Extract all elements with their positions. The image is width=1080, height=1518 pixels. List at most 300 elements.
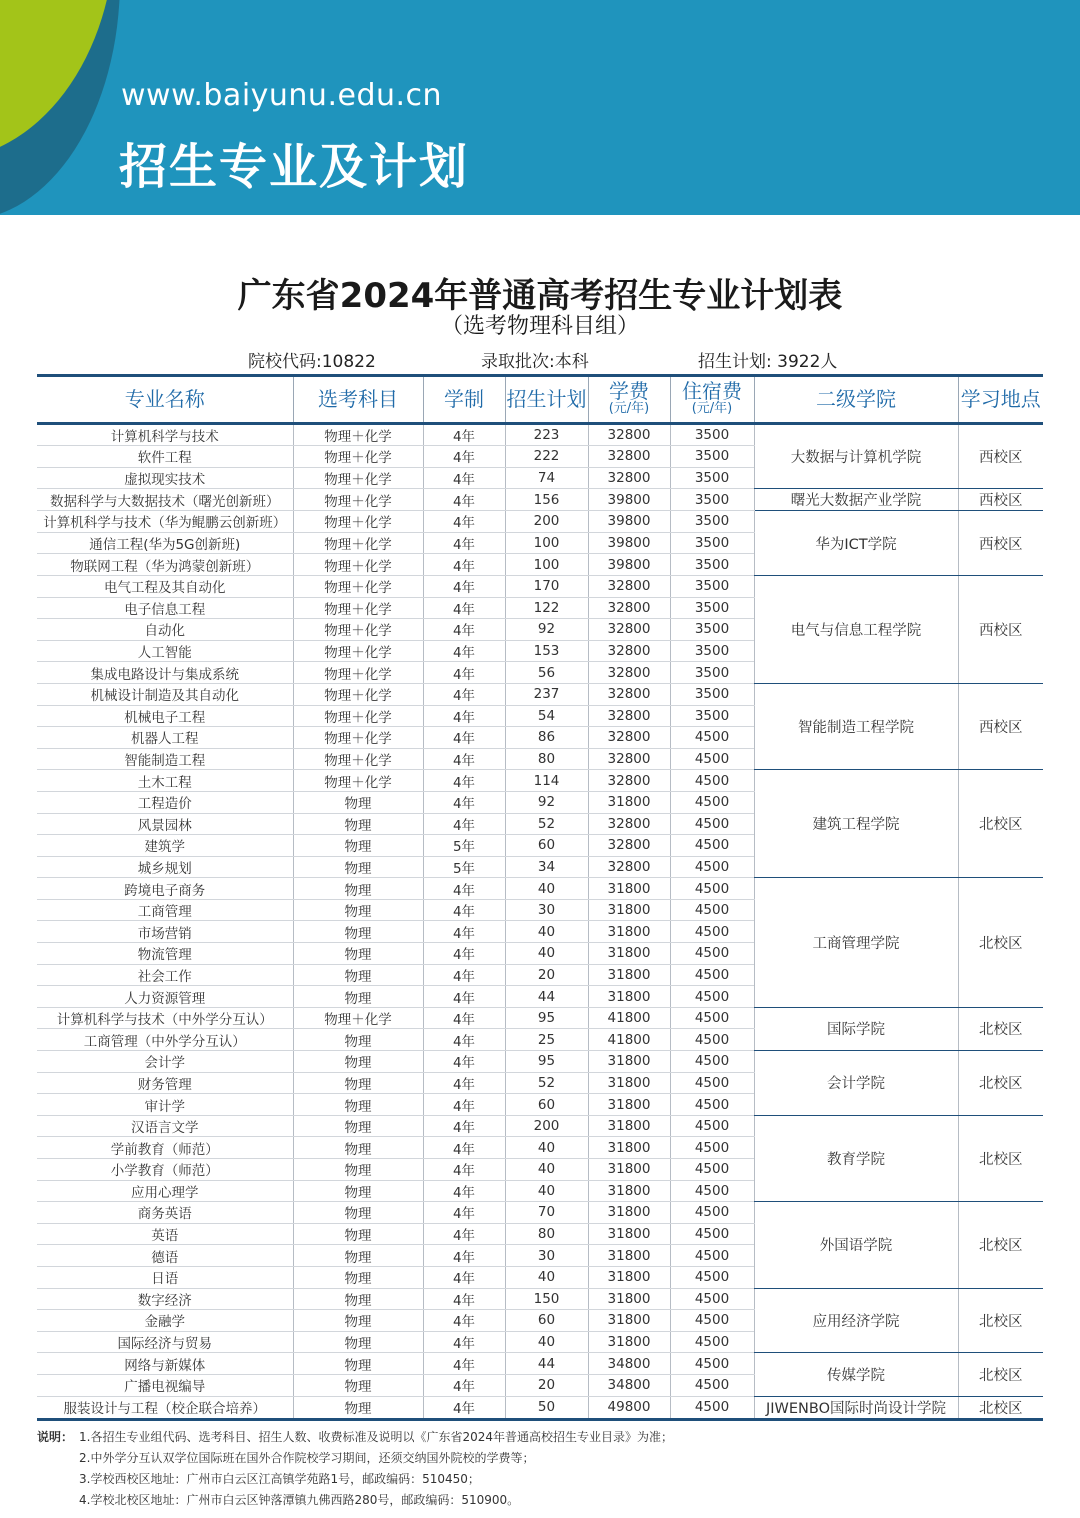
cell-major: 计算机科学与技术 <box>37 424 293 446</box>
cell-years: 4年 <box>423 1266 505 1288</box>
cell-tuition: 41800 <box>588 1007 670 1029</box>
cell-subjects: 物理 <box>293 1353 423 1375</box>
cell-years: 4年 <box>423 446 505 468</box>
col-header-plan: 招生计划 <box>505 376 588 424</box>
cell-major: 应用心理学 <box>37 1180 293 1202</box>
col-header-college: 二级学院 <box>754 376 958 424</box>
table-row <box>37 770 1043 792</box>
cell-subjects: 物理＋化学 <box>293 575 423 597</box>
cell-major: 物流管理 <box>37 943 293 965</box>
cell-plan: 222 <box>505 446 588 468</box>
cell-plan: 20 <box>505 964 588 986</box>
cell-dorm: 4500 <box>670 1051 754 1073</box>
cell-tuition: 32800 <box>588 597 670 619</box>
cell-tuition: 31800 <box>588 1159 670 1181</box>
cell-subjects: 物理 <box>293 1029 423 1051</box>
cell-tuition: 31800 <box>588 1137 670 1159</box>
cell-campus: 西校区 <box>958 575 1043 683</box>
cell-subjects: 物理 <box>293 1396 423 1419</box>
cell-dorm: 3500 <box>670 575 754 597</box>
cell-subjects: 物理 <box>293 791 423 813</box>
cell-dorm: 4500 <box>670 1202 754 1224</box>
table-row <box>37 489 1043 511</box>
cell-dorm: 4500 <box>670 878 754 900</box>
cell-plan: 52 <box>505 813 588 835</box>
cell-subjects: 物理＋化学 <box>293 467 423 489</box>
cell-years: 4年 <box>423 1007 505 1029</box>
enrollment-plan-table <box>37 374 1043 1421</box>
cell-campus: 西校区 <box>958 683 1043 769</box>
cell-plan: 40 <box>505 1159 588 1181</box>
cell-dorm: 4500 <box>670 1353 754 1375</box>
cell-plan: 40 <box>505 1331 588 1353</box>
cell-major: 汉语言文学 <box>37 1115 293 1137</box>
cell-plan: 223 <box>505 424 588 446</box>
cell-campus: 西校区 <box>958 511 1043 576</box>
cell-subjects: 物理＋化学 <box>293 662 423 684</box>
cell-years: 4年 <box>423 921 505 943</box>
cell-dorm: 4500 <box>670 748 754 770</box>
cell-years: 4年 <box>423 1180 505 1202</box>
cell-major: 智能制造工程 <box>37 748 293 770</box>
table-header-row <box>37 376 1043 424</box>
cell-years: 4年 <box>423 770 505 792</box>
col-header-major: 专业名称 <box>37 376 293 424</box>
cell-subjects: 物理 <box>293 1180 423 1202</box>
cell-plan: 80 <box>505 748 588 770</box>
table-row <box>37 1115 1043 1137</box>
cell-subjects: 物理＋化学 <box>293 748 423 770</box>
cell-dorm: 3500 <box>670 511 754 533</box>
cell-dorm: 3500 <box>670 597 754 619</box>
cell-plan: 40 <box>505 878 588 900</box>
cell-subjects: 物理＋化学 <box>293 597 423 619</box>
cell-dorm: 4500 <box>670 943 754 965</box>
cell-subjects: 物理＋化学 <box>293 532 423 554</box>
cell-plan: 40 <box>505 1266 588 1288</box>
cell-tuition: 32800 <box>588 770 670 792</box>
cell-major: 城乡规划 <box>37 856 293 878</box>
cell-years: 4年 <box>423 1202 505 1224</box>
cell-tuition: 34800 <box>588 1353 670 1375</box>
cell-major: 人力资源管理 <box>37 986 293 1008</box>
cell-plan: 50 <box>505 1396 588 1419</box>
cell-dorm: 4500 <box>670 1245 754 1267</box>
cell-years: 4年 <box>423 489 505 511</box>
cell-major: 学前教育（师范） <box>37 1137 293 1159</box>
cell-tuition: 31800 <box>588 791 670 813</box>
cell-tuition: 32800 <box>588 705 670 727</box>
cell-subjects: 物理 <box>293 1374 423 1396</box>
cell-subjects: 物理 <box>293 943 423 965</box>
cell-years: 4年 <box>423 1245 505 1267</box>
cell-tuition: 31800 <box>588 1202 670 1224</box>
cell-tuition: 31800 <box>588 986 670 1008</box>
cell-college: 建筑工程学院 <box>754 770 958 878</box>
note-line: 4.学校北校区地址：广州市白云区钟落潭镇九佛西路280号，邮政编码：510900。 <box>79 1493 520 1507</box>
cell-major: 小学教育（师范） <box>37 1159 293 1181</box>
cell-tuition: 31800 <box>588 1266 670 1288</box>
cell-campus: 北校区 <box>958 1396 1043 1419</box>
cell-tuition: 39800 <box>588 489 670 511</box>
cell-college: JIWENBO国际时尚设计学院 <box>754 1396 958 1419</box>
cell-major: 审计学 <box>37 1094 293 1116</box>
cell-tuition: 31800 <box>588 1115 670 1137</box>
cell-tuition: 32800 <box>588 835 670 857</box>
col-header-dorm: 住宿费 (元/年) <box>670 376 754 424</box>
cell-college: 会计学院 <box>754 1051 958 1116</box>
cell-tuition: 39800 <box>588 532 670 554</box>
table-row <box>37 1396 1043 1419</box>
cell-subjects: 物理 <box>293 899 423 921</box>
document-subtitle: （选考物理科目组） <box>440 314 639 339</box>
cell-subjects: 物理 <box>293 1310 423 1332</box>
cell-years: 4年 <box>423 748 505 770</box>
cell-major: 电气工程及其自动化 <box>37 575 293 597</box>
cell-major: 电子信息工程 <box>37 597 293 619</box>
cell-campus: 北校区 <box>958 1288 1043 1353</box>
col-header-campus: 学习地点 <box>958 376 1043 424</box>
cell-tuition: 39800 <box>588 554 670 576</box>
cell-years: 4年 <box>423 1223 505 1245</box>
cell-dorm: 4500 <box>670 964 754 986</box>
cell-dorm: 3500 <box>670 662 754 684</box>
cell-plan: 92 <box>505 791 588 813</box>
cell-subjects: 物理 <box>293 1094 423 1116</box>
website-url[interactable]: www.baiyunu.edu.cn <box>121 78 443 113</box>
cell-subjects: 物理 <box>293 964 423 986</box>
cell-campus: 西校区 <box>958 489 1043 511</box>
cell-years: 4年 <box>423 683 505 705</box>
cell-tuition: 32800 <box>588 683 670 705</box>
cell-subjects: 物理＋化学 <box>293 424 423 446</box>
cell-dorm: 4500 <box>670 1159 754 1181</box>
cell-subjects: 物理＋化学 <box>293 705 423 727</box>
cell-college: 外国语学院 <box>754 1202 958 1288</box>
cell-years: 4年 <box>423 1115 505 1137</box>
cell-years: 4年 <box>423 597 505 619</box>
cell-years: 5年 <box>423 835 505 857</box>
cell-major: 建筑学 <box>37 835 293 857</box>
cell-college: 电气与信息工程学院 <box>754 575 958 683</box>
cell-major: 国际经济与贸易 <box>37 1331 293 1353</box>
cell-plan: 70 <box>505 1202 588 1224</box>
cell-tuition: 31800 <box>588 1223 670 1245</box>
cell-plan: 156 <box>505 489 588 511</box>
cell-campus: 北校区 <box>958 1353 1043 1396</box>
cell-years: 4年 <box>423 424 505 446</box>
cell-major: 计算机科学与技术（华为鲲鹏云创新班） <box>37 511 293 533</box>
cell-major: 金融学 <box>37 1310 293 1332</box>
cell-tuition: 31800 <box>588 1288 670 1310</box>
cell-plan: 92 <box>505 619 588 641</box>
cell-plan: 200 <box>505 511 588 533</box>
cell-years: 4年 <box>423 532 505 554</box>
notes-section <box>37 1428 673 1512</box>
cell-major: 工商管理 <box>37 899 293 921</box>
cell-plan: 237 <box>505 683 588 705</box>
cell-major: 集成电路设计与集成系统 <box>37 662 293 684</box>
cell-years: 4年 <box>423 1029 505 1051</box>
cell-college: 工商管理学院 <box>754 878 958 1008</box>
cell-campus: 北校区 <box>958 770 1043 878</box>
cell-subjects: 物理 <box>293 1245 423 1267</box>
cell-years: 4年 <box>423 986 505 1008</box>
notes-lead: 说明： <box>37 1430 74 1444</box>
cell-college: 曙光大数据产业学院 <box>754 489 958 511</box>
cell-plan: 56 <box>505 662 588 684</box>
cell-years: 4年 <box>423 1072 505 1094</box>
cell-tuition: 31800 <box>588 921 670 943</box>
col-header-tuition: 学费 (元/年) <box>588 376 670 424</box>
note-line: 3.学校西校区地址：广州市白云区江高镇学苑路1号，邮政编码：510450； <box>79 1472 480 1486</box>
cell-plan: 30 <box>505 899 588 921</box>
cell-dorm: 4500 <box>670 1396 754 1419</box>
cell-years: 4年 <box>423 1374 505 1396</box>
cell-campus: 北校区 <box>958 1007 1043 1050</box>
cell-subjects: 物理＋化学 <box>293 727 423 749</box>
cell-dorm: 3500 <box>670 683 754 705</box>
cell-major: 物联网工程（华为鸿蒙创新班） <box>37 554 293 576</box>
cell-years: 4年 <box>423 662 505 684</box>
cell-plan: 100 <box>505 554 588 576</box>
cell-college: 应用经济学院 <box>754 1288 958 1353</box>
cell-tuition: 31800 <box>588 964 670 986</box>
cell-tuition: 31800 <box>588 1310 670 1332</box>
cell-years: 4年 <box>423 511 505 533</box>
cell-dorm: 4500 <box>670 813 754 835</box>
cell-tuition: 32800 <box>588 467 670 489</box>
cell-dorm: 4500 <box>670 1180 754 1202</box>
cell-dorm: 4500 <box>670 856 754 878</box>
cell-dorm: 4500 <box>670 727 754 749</box>
cell-plan: 54 <box>505 705 588 727</box>
cell-tuition: 49800 <box>588 1396 670 1419</box>
cell-major: 数据科学与大数据技术（曙光创新班） <box>37 489 293 511</box>
cell-dorm: 4500 <box>670 986 754 1008</box>
cell-plan: 40 <box>505 1180 588 1202</box>
cell-plan: 60 <box>505 835 588 857</box>
cell-dorm: 4500 <box>670 835 754 857</box>
cell-dorm: 3500 <box>670 705 754 727</box>
cell-campus: 北校区 <box>958 1115 1043 1201</box>
cell-years: 4年 <box>423 1159 505 1181</box>
cell-subjects: 物理 <box>293 1331 423 1353</box>
cell-tuition: 31800 <box>588 878 670 900</box>
cell-college: 国际学院 <box>754 1007 958 1050</box>
cell-subjects: 物理 <box>293 1202 423 1224</box>
cell-major: 市场营销 <box>37 921 293 943</box>
table-row <box>37 511 1043 533</box>
cell-plan: 34 <box>505 856 588 878</box>
cell-major: 社会工作 <box>37 964 293 986</box>
cell-plan: 40 <box>505 1137 588 1159</box>
table-row <box>37 424 1043 446</box>
cell-tuition: 31800 <box>588 1180 670 1202</box>
cell-plan: 25 <box>505 1029 588 1051</box>
cell-subjects: 物理 <box>293 1159 423 1181</box>
table-row <box>37 1202 1043 1224</box>
cell-campus: 西校区 <box>958 424 1043 489</box>
cell-subjects: 物理＋化学 <box>293 511 423 533</box>
cell-dorm: 3500 <box>670 640 754 662</box>
cell-plan: 170 <box>505 575 588 597</box>
cell-dorm: 3500 <box>670 489 754 511</box>
cell-plan: 86 <box>505 727 588 749</box>
cell-subjects: 物理＋化学 <box>293 1007 423 1029</box>
table-row <box>37 1007 1043 1029</box>
cell-tuition: 32800 <box>588 575 670 597</box>
cell-major: 英语 <box>37 1223 293 1245</box>
cell-years: 4年 <box>423 813 505 835</box>
cell-dorm: 4500 <box>670 1072 754 1094</box>
document-title: 广东省2024年普通高考招生专业计划表 <box>237 276 843 316</box>
cell-plan: 153 <box>505 640 588 662</box>
cell-tuition: 34800 <box>588 1374 670 1396</box>
cell-tuition: 39800 <box>588 511 670 533</box>
cell-major: 德语 <box>37 1245 293 1267</box>
cell-plan: 122 <box>505 597 588 619</box>
cell-college: 大数据与计算机学院 <box>754 424 958 489</box>
cell-tuition: 32800 <box>588 424 670 446</box>
cell-major: 服装设计与工程（校企联合培养） <box>37 1396 293 1419</box>
cell-tuition: 31800 <box>588 1094 670 1116</box>
cell-subjects: 物理 <box>293 1072 423 1094</box>
cell-major: 机器人工程 <box>37 727 293 749</box>
cell-major: 商务英语 <box>37 1202 293 1224</box>
cell-tuition: 41800 <box>588 1029 670 1051</box>
cell-plan: 30 <box>505 1245 588 1267</box>
cell-subjects: 物理＋化学 <box>293 640 423 662</box>
cell-campus: 北校区 <box>958 1051 1043 1116</box>
cell-tuition: 31800 <box>588 943 670 965</box>
table-row <box>37 1353 1043 1375</box>
cell-major: 广播电视编导 <box>37 1374 293 1396</box>
cell-plan: 20 <box>505 1374 588 1396</box>
cell-major: 财务管理 <box>37 1072 293 1094</box>
cell-plan: 95 <box>505 1051 588 1073</box>
cell-dorm: 4500 <box>670 1310 754 1332</box>
cell-years: 4年 <box>423 467 505 489</box>
cell-major: 工程造价 <box>37 791 293 813</box>
cell-years: 4年 <box>423 1288 505 1310</box>
cell-plan: 114 <box>505 770 588 792</box>
cell-subjects: 物理 <box>293 878 423 900</box>
cell-subjects: 物理 <box>293 1223 423 1245</box>
cell-years: 4年 <box>423 575 505 597</box>
cell-college: 传媒学院 <box>754 1353 958 1396</box>
col-header-years: 学制 <box>423 376 505 424</box>
cell-campus: 北校区 <box>958 878 1043 1008</box>
cell-plan: 60 <box>505 1310 588 1332</box>
cell-dorm: 3500 <box>670 619 754 641</box>
cell-subjects: 物理 <box>293 1115 423 1137</box>
cell-years: 4年 <box>423 964 505 986</box>
cell-years: 4年 <box>423 619 505 641</box>
cell-subjects: 物理 <box>293 1266 423 1288</box>
cell-tuition: 32800 <box>588 446 670 468</box>
cell-major: 风景园林 <box>37 813 293 835</box>
cell-subjects: 物理 <box>293 1288 423 1310</box>
cell-subjects: 物理＋化学 <box>293 446 423 468</box>
cell-major: 机械设计制造及其自动化 <box>37 683 293 705</box>
cell-years: 4年 <box>423 554 505 576</box>
cell-tuition: 32800 <box>588 748 670 770</box>
cell-tuition: 31800 <box>588 1051 670 1073</box>
cell-years: 5年 <box>423 856 505 878</box>
cell-dorm: 4500 <box>670 1007 754 1029</box>
cell-campus: 北校区 <box>958 1202 1043 1288</box>
cell-college: 智能制造工程学院 <box>754 683 958 769</box>
cell-college: 华为ICT学院 <box>754 511 958 576</box>
note-line: 1.各招生专业组代码、选考科目、招生人数、收费标准及说明以《广东省2024年普通高校招生专业目录》为准； <box>79 1430 673 1444</box>
cell-tuition: 31800 <box>588 1245 670 1267</box>
col-header-subjects: 选考科目 <box>293 376 423 424</box>
cell-major: 会计学 <box>37 1051 293 1073</box>
cell-years: 4年 <box>423 1137 505 1159</box>
cell-dorm: 4500 <box>670 770 754 792</box>
cell-years: 4年 <box>423 1310 505 1332</box>
cell-plan: 74 <box>505 467 588 489</box>
cell-tuition: 32800 <box>588 640 670 662</box>
cell-plan: 95 <box>505 1007 588 1029</box>
cell-tuition: 31800 <box>588 1331 670 1353</box>
cell-dorm: 4500 <box>670 1223 754 1245</box>
table-row <box>37 1051 1043 1073</box>
cell-subjects: 物理 <box>293 1137 423 1159</box>
admission-batch: 录取批次:本科 <box>481 352 589 372</box>
plan-total: 招生计划: 3922人 <box>698 352 838 372</box>
cell-tuition: 32800 <box>588 662 670 684</box>
cell-subjects: 物理＋化学 <box>293 619 423 641</box>
cell-major: 机械电子工程 <box>37 705 293 727</box>
cell-major: 通信工程(华为5G创新班) <box>37 532 293 554</box>
cell-major: 计算机科学与技术（中外学分互认） <box>37 1007 293 1029</box>
cell-years: 4年 <box>423 705 505 727</box>
cell-major: 工商管理（中外学分互认） <box>37 1029 293 1051</box>
cell-tuition: 31800 <box>588 899 670 921</box>
cell-subjects: 物理＋化学 <box>293 489 423 511</box>
cell-major: 数字经济 <box>37 1288 293 1310</box>
cell-major: 虚拟现实技术 <box>37 467 293 489</box>
cell-plan: 44 <box>505 1353 588 1375</box>
cell-major: 日语 <box>37 1266 293 1288</box>
cell-plan: 44 <box>505 986 588 1008</box>
cell-dorm: 4500 <box>670 899 754 921</box>
cell-years: 4年 <box>423 791 505 813</box>
cell-subjects: 物理 <box>293 835 423 857</box>
cell-years: 4年 <box>423 1051 505 1073</box>
cell-plan: 80 <box>505 1223 588 1245</box>
cell-tuition: 32800 <box>588 727 670 749</box>
cell-subjects: 物理＋化学 <box>293 554 423 576</box>
cell-dorm: 4500 <box>670 1115 754 1137</box>
cell-years: 4年 <box>423 1353 505 1375</box>
cell-years: 4年 <box>423 1396 505 1419</box>
cell-plan: 60 <box>505 1094 588 1116</box>
cell-tuition: 32800 <box>588 856 670 878</box>
banner-title: 招生专业及计划 <box>119 139 470 195</box>
cell-dorm: 3500 <box>670 532 754 554</box>
cell-plan: 150 <box>505 1288 588 1310</box>
cell-dorm: 3500 <box>670 424 754 446</box>
table-row <box>37 1288 1043 1310</box>
cell-dorm: 4500 <box>670 1029 754 1051</box>
cell-tuition: 32800 <box>588 619 670 641</box>
cell-plan: 100 <box>505 532 588 554</box>
table-row <box>37 575 1043 597</box>
cell-subjects: 物理 <box>293 1051 423 1073</box>
